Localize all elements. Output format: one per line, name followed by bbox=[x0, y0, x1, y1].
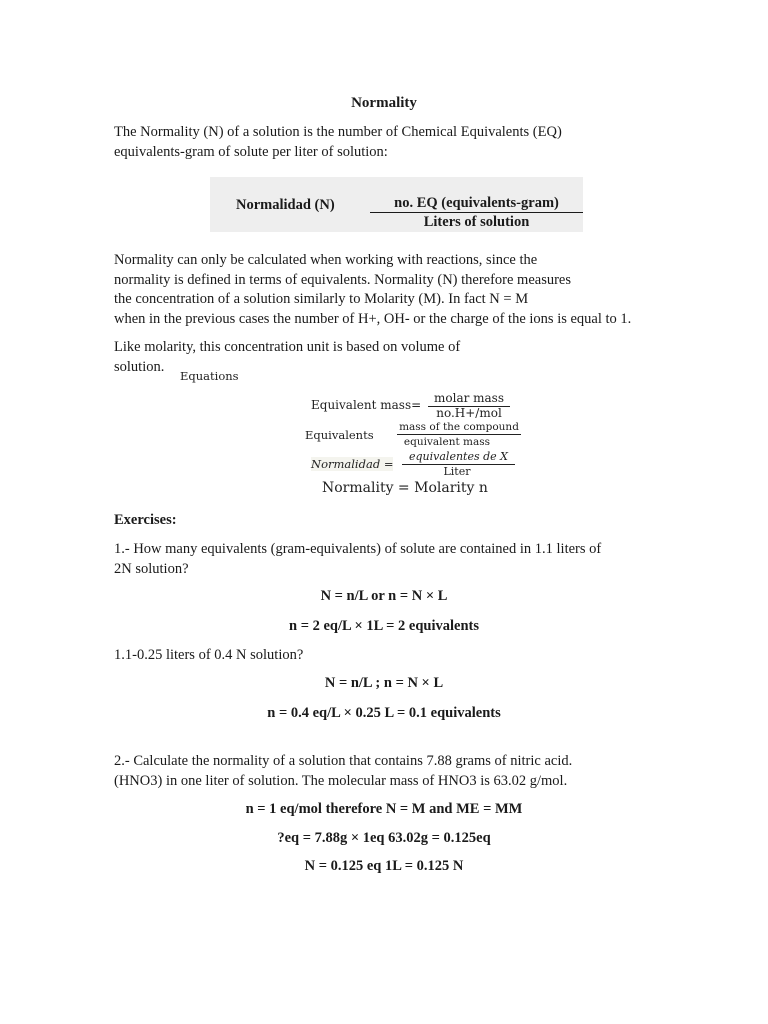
question-line: (HNO3) in one liter of solution. The molecular mass of HNO3 is 63.02 g/mol. bbox=[114, 772, 568, 789]
eq2-denominator: equivalent mass bbox=[403, 436, 491, 448]
question-1 bbox=[114, 540, 601, 579]
exercises-heading: Exercises: bbox=[114, 512, 177, 528]
body-line: the concentration of a solution similarly to Molarity (M). In fact N = M bbox=[114, 291, 529, 307]
eq2-fraction-bar bbox=[397, 434, 521, 435]
q1-formula: N = n/L or n = N × L bbox=[320, 588, 448, 604]
question-line: 1.- How many equivalents (gram-equivalents) of solute are contained in 1.1 liters of bbox=[114, 541, 602, 557]
question-line: 2N solution? bbox=[114, 560, 189, 577]
q2-answer: N = 0.125 eq 1L = 0.125 N bbox=[304, 858, 464, 874]
molarity-line: Like molarity, this concentration unit is based on volume of bbox=[114, 339, 461, 355]
intro-line: equivalents-gram of solute per liter of solution: bbox=[114, 143, 388, 160]
molarity-paragraph bbox=[114, 338, 460, 377]
eq3-numerator: equivalentes de X bbox=[409, 450, 508, 463]
body-line: when in the previous cases the number of H+, OH- or the charge of the ions is equal to 1. bbox=[114, 310, 632, 327]
formula-label: Normalidad (N) bbox=[236, 197, 335, 213]
q1b-answer: n = 0.4 eq/L × 0.25 L = 0.1 equivalents bbox=[267, 705, 501, 721]
formula-numerator: no. EQ (equivalents-gram) bbox=[394, 195, 559, 211]
body-paragraph bbox=[114, 251, 631, 329]
normality-molarity-equation: Normality = Molarity n bbox=[322, 480, 488, 496]
eq2-numerator: mass of the compound bbox=[399, 421, 519, 433]
q1-answer: n = 2 eq/L × 1L = 2 equivalents bbox=[289, 618, 479, 634]
normality-formula-box bbox=[210, 177, 583, 232]
eq3-denominator: Liter bbox=[443, 465, 471, 478]
equivalents-label: Equivalents bbox=[305, 428, 374, 442]
normalidad-label: Normalidad = bbox=[311, 457, 394, 471]
question-2 bbox=[114, 752, 572, 791]
eq1-numerator: molar mass bbox=[434, 391, 504, 405]
intro-paragraph bbox=[114, 123, 562, 162]
body-line: normality is defined in terms of equivalents. Normality (N) therefore measures bbox=[114, 271, 572, 288]
equations-heading: Equations bbox=[180, 369, 239, 383]
fraction-bar bbox=[370, 212, 583, 213]
q2-formula: n = 1 eq/mol therefore N = M and ME = MM bbox=[245, 801, 523, 817]
question-1b: 1.1-0.25 liters of 0.4 N solution? bbox=[114, 647, 304, 663]
equivalent-mass-label: Equivalent mass= bbox=[311, 398, 422, 412]
body-line: Normality can only be calculated when working with reactions, since the bbox=[114, 252, 538, 268]
intro-line: The Normality (N) of a solution is the number of Chemical Equivalents (EQ) bbox=[114, 124, 562, 140]
molarity-line: solution. bbox=[114, 358, 165, 375]
page-title: Normality bbox=[351, 95, 417, 111]
eq1-denominator: no.H+/mol bbox=[436, 406, 502, 420]
question-line: 2.- Calculate the normality of a solution that contains 7.88 grams of nitric acid. bbox=[114, 753, 573, 769]
q2-step: ?eq = 7.88g × 1eq 63.02g = 0.125eq bbox=[277, 830, 491, 846]
q1b-formula: N = n/L ; n = N × L bbox=[324, 675, 444, 691]
formula-denominator: Liters of solution bbox=[423, 214, 530, 230]
